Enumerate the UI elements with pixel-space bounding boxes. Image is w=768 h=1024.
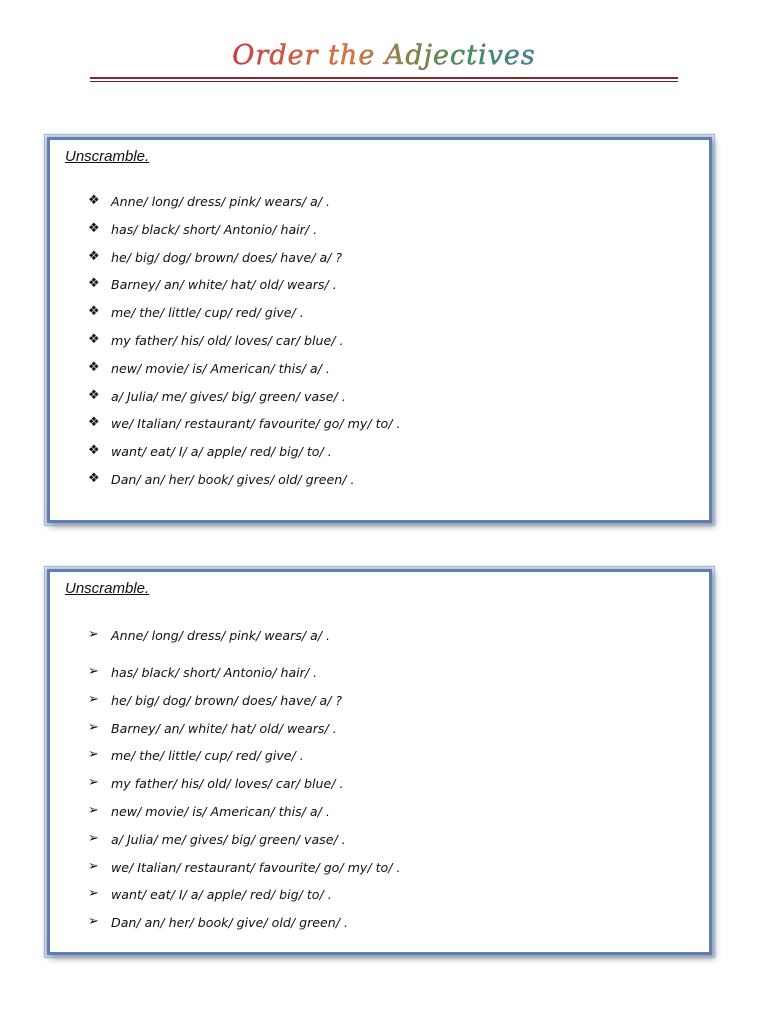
list-item-text: new/ movie/ is/ American/ this/ a/ . (111, 803, 330, 819)
list-item-text: Dan/ an/ her/ book/ give/ old/ green/ . (111, 915, 348, 931)
list-item-text: want/ eat/ I/ a/ apple/ red/ big/ to/ . (111, 444, 332, 460)
arrowhead-bullet-icon: ➢ (88, 858, 99, 874)
list-item-text: a/ Julia/ me/ gives/ big/ green/ vase/ . (111, 388, 346, 404)
list-item-text: new/ movie/ is/ American/ this/ a/ . (111, 360, 330, 376)
list-item (88, 665, 401, 693)
arrowhead-bullet-icon: ➢ (88, 691, 99, 707)
sentence-list (88, 194, 401, 500)
list-item-text: my father/ his/ old/ loves/ car/ blue/ . (111, 332, 344, 348)
list-item (88, 628, 401, 665)
list-item-text: Barney/ an/ white/ hat/ old/ wears/ . (111, 720, 337, 736)
arrowhead-bullet-icon: ➢ (88, 914, 99, 930)
list-item (88, 915, 401, 943)
diamond-bullet-icon: ❖ (88, 304, 100, 320)
diamond-bullet-icon: ❖ (88, 415, 100, 431)
arrowhead-bullet-icon: ➢ (88, 627, 99, 642)
diamond-bullet-icon: ❖ (88, 276, 100, 292)
diamond-bullet-icon: ❖ (88, 193, 100, 208)
list-item (88, 748, 401, 776)
list-item (88, 305, 401, 333)
list-item (88, 721, 401, 749)
list-item-text: Barney/ an/ white/ hat/ old/ wears/ . (111, 277, 337, 293)
list-item-text: me/ the/ little/ cup/ red/ give/ . (111, 748, 304, 764)
exercise-box-1 (47, 137, 712, 523)
arrowhead-bullet-icon: ➢ (88, 830, 99, 846)
arrowhead-bullet-icon: ➢ (88, 664, 99, 679)
title-underline (90, 77, 678, 82)
list-item (88, 860, 401, 888)
list-item-text: he/ big/ dog/ brown/ does/ have/ a/ ? (111, 692, 343, 708)
list-item (88, 194, 401, 222)
diamond-bullet-icon: ❖ (88, 387, 100, 403)
list-item (88, 361, 401, 389)
list-item-text: me/ the/ little/ cup/ red/ give/ . (111, 305, 304, 321)
list-item (88, 389, 401, 417)
list-item (88, 776, 401, 804)
list-item-text: has/ black/ short/ Antonio/ hair/ . (111, 665, 318, 680)
sentence-list (88, 628, 401, 943)
diamond-bullet-icon: ❖ (88, 331, 100, 347)
list-item-text: we/ Italian/ restaurant/ favourite/ go/ my/ to/ . (111, 859, 401, 875)
list-item-text: we/ Italian/ restaurant/ favourite/ go/ my/ to/ . (111, 416, 401, 432)
diamond-bullet-icon: ❖ (88, 470, 100, 486)
list-item (88, 444, 401, 472)
arrowhead-bullet-icon: ➢ (88, 747, 99, 763)
exercise-heading: Unscramble. (65, 580, 150, 597)
list-item-text: a/ Julia/ me/ gives/ big/ green/ vase/ . (111, 831, 346, 847)
list-item-text: my father/ his/ old/ loves/ car/ blue/ . (111, 776, 344, 792)
list-item (88, 887, 401, 915)
arrowhead-bullet-icon: ➢ (88, 886, 99, 902)
arrowhead-bullet-icon: ➢ (88, 719, 99, 735)
exercise-box-2 (47, 569, 712, 955)
list-item (88, 804, 401, 832)
list-item-text: want/ eat/ I/ a/ apple/ red/ big/ to/ . (111, 887, 332, 903)
list-item-text: Anne/ long/ dress/ pink/ wears/ a/ . (111, 194, 331, 209)
list-item-text: Anne/ long/ dress/ pink/ wears/ a/ . (111, 628, 331, 643)
diamond-bullet-icon: ❖ (88, 443, 100, 459)
exercise-heading: Unscramble. (65, 148, 150, 165)
arrowhead-bullet-icon: ➢ (88, 802, 99, 818)
list-item (88, 832, 401, 860)
list-item (88, 250, 401, 278)
list-item (88, 333, 401, 361)
list-item (88, 416, 401, 444)
list-item-text: he/ big/ dog/ brown/ does/ have/ a/ ? (111, 249, 343, 265)
arrowhead-bullet-icon: ➢ (88, 775, 99, 791)
diamond-bullet-icon: ❖ (88, 359, 100, 375)
diamond-bullet-icon: ❖ (88, 220, 100, 236)
list-item (88, 222, 401, 250)
diamond-bullet-icon: ❖ (88, 248, 100, 264)
list-item (88, 277, 401, 305)
list-item (88, 472, 401, 500)
list-item-text: has/ black/ short/ Antonio/ hair/ . (111, 221, 318, 237)
list-item (88, 693, 401, 721)
page-title: Order the Adjectives (0, 40, 768, 71)
list-item-text: Dan/ an/ her/ book/ gives/ old/ green/ . (111, 471, 355, 487)
